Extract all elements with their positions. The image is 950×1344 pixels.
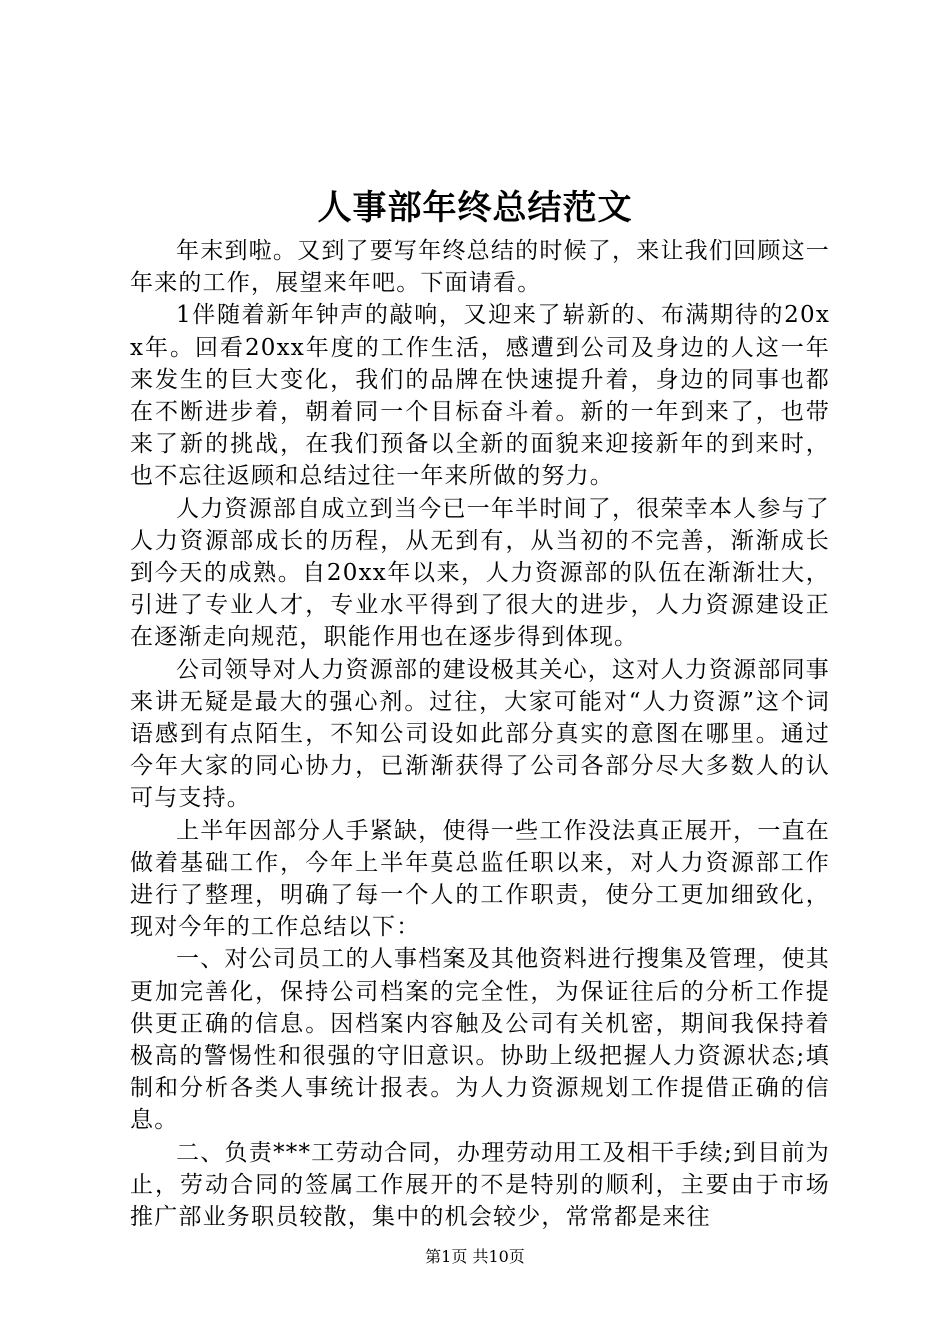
- document-title: 人事部年终总结范文: [317, 188, 633, 228]
- page-number-footer: 第1页 共10页: [425, 1247, 525, 1266]
- document-body: [130, 235, 830, 1233]
- paragraph-intro: 年末到啦。又到了要写年终总结的时候了，来让我们回顾这一年来的工作，展望来年吧。下面请看。: [130, 238, 830, 297]
- paragraph-item-two: 二、负责***工劳动合同，办理劳动用工及相干手续;到目前为止，劳动合同的签属工作展开的不是特别的顺利，主要由于市场推广部业务职员较散，集中的机会较少，常常都是来往: [130, 1139, 830, 1231]
- paragraph-new-year: 1伴随着新年钟声的敲响，又迎来了崭新的、布满期待的20xx年。回看20xx年度的工作生活，感遭到公司及身边的人这一年来发生的巨大变化，我们的品牌在快速提升着，身边的同事也都在不断进步着，朝着同一个目标奋斗着。新的一年到来了，也带来了新的挑战，在我们预备以全新的面貌来迎接新年的到来时，也不忘往返顾和总结过往一年来所做的努力。: [130, 302, 830, 490]
- paragraph-item-one: 一、对公司员工的人事档案及其他资料进行搜集及管理，使其更加完善化，保持公司档案的完全性，为保证往后的分析工作提供更正确的信息。因档案内容触及公司有关机密，期间我保持着极高的警惕性和很强的守旧意识。协助上级把握人力资源状态;填制和分析各类人事统计报表。为人力资源规划工作提借正确的信息。: [130, 946, 830, 1134]
- paragraph-leadership: 公司领导对人力资源部的建设极其关心，这对人力资源部同事来讲无疑是最大的强心剂。过往，大家可能对“人力资源”这个词语感到有点陌生，不知公司设如此部分真实的意图在哪里。通过今年大家的同心协力，已渐渐获得了公司各部分尽大多数人的认可与支持。: [130, 656, 830, 812]
- paragraph-hr-department: 人力资源部自成立到当今已一年半时间了，很荣幸本人参与了人力资源部成长的历程，从无到有，从当初的不完善，渐渐成长到今天的成熟。自20xx年以来，人力资源部的队伍在渐渐壮大，引进了专业人才，专业水平得到了很大的进步，人力资源建设正在逐渐走向规范，职能作用也在逐步得到体现。: [130, 495, 830, 651]
- paragraph-first-half: 上半年因部分人手紧缺，使得一些工作没法真正展开，一直在做着基础工作，今年上半年莫总监任职以来，对人力资源部工作进行了整理，明确了每一个人的工作职责，使分工更加细致化，现对今年的工作总结以下：: [130, 817, 830, 941]
